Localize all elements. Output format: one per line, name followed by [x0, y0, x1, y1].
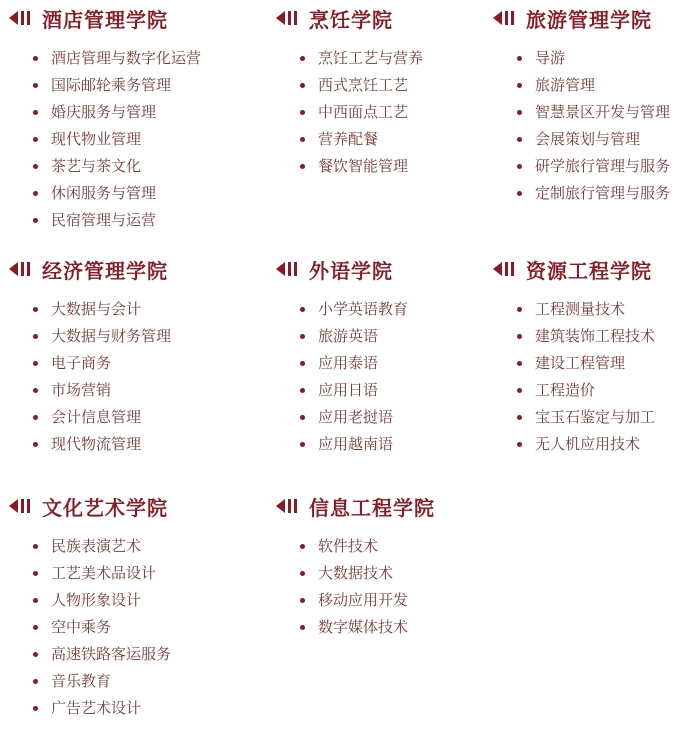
- college-header: [8, 3, 228, 33]
- bullet-dot-icon: [517, 191, 522, 196]
- major-label: 酒店管理与数字化运营: [51, 49, 202, 67]
- bullet-dot-icon: [300, 56, 305, 61]
- major-item: [492, 296, 685, 323]
- bullet-dot-icon: [517, 137, 522, 142]
- major-item: [8, 668, 228, 695]
- bullet-dot-icon: [517, 334, 522, 339]
- major-item: [275, 45, 495, 72]
- college-header: [8, 254, 228, 284]
- college-block-culture-arts: [8, 491, 228, 722]
- major-label: 会计信息管理: [51, 408, 142, 426]
- bullet-dot-icon: [33, 415, 38, 420]
- college-block-culinary: [275, 3, 495, 180]
- major-label: 导游: [535, 49, 566, 67]
- major-item: [8, 99, 228, 126]
- bullet-dot-icon: [517, 83, 522, 88]
- major-label: 应用老挝语: [318, 408, 394, 426]
- major-label: 国际邮轮乘务管理: [51, 76, 172, 94]
- major-item: [275, 323, 495, 350]
- major-item: [8, 72, 228, 99]
- bullet-dot-icon: [517, 442, 522, 447]
- major-label: 人物形象设计: [51, 591, 142, 609]
- bullet-dot-icon: [33, 544, 38, 549]
- bullet-dot-icon: [300, 571, 305, 576]
- major-item: [492, 45, 685, 72]
- major-label: 营养配餐: [318, 130, 379, 148]
- bullet-dot-icon: [300, 334, 305, 339]
- double-left-arrow-icon: [8, 497, 32, 515]
- major-list: [492, 45, 685, 207]
- bullet-dot-icon: [33, 56, 38, 61]
- college-block-foreign-languages: [275, 254, 495, 458]
- major-label: 智慧景区开发与管理: [535, 103, 671, 121]
- bullet-dot-icon: [517, 361, 522, 366]
- bullet-dot-icon: [300, 415, 305, 420]
- major-label: 广告艺术设计: [51, 699, 142, 717]
- major-item: [8, 404, 228, 431]
- double-left-arrow-icon: [492, 9, 516, 27]
- major-label: 烹饪工艺与营养: [318, 49, 424, 67]
- major-label: 休闲服务与管理: [51, 184, 157, 202]
- major-label: 小学英语教育: [318, 300, 409, 318]
- bullet-dot-icon: [300, 110, 305, 115]
- major-label: 建筑装饰工程技术: [535, 327, 656, 345]
- bullet-dot-icon: [300, 625, 305, 630]
- major-item: [8, 641, 228, 668]
- college-title: 经济管理学院: [42, 258, 168, 283]
- major-label: 会展策划与管理: [535, 130, 641, 148]
- bullet-dot-icon: [33, 388, 38, 393]
- college-title: 资源工程学院: [526, 258, 652, 283]
- major-label: 宝玉石鉴定与加工: [535, 408, 656, 426]
- college-title: 烹饪学院: [309, 7, 393, 32]
- major-item: [275, 404, 495, 431]
- major-item: [492, 323, 685, 350]
- bullet-dot-icon: [300, 307, 305, 312]
- major-item: [492, 72, 685, 99]
- major-item: [492, 377, 685, 404]
- college-block-information-engineering: [275, 491, 495, 641]
- bullet-dot-icon: [300, 442, 305, 447]
- major-item: [275, 560, 495, 587]
- major-list: [492, 296, 685, 458]
- bullet-dot-icon: [517, 388, 522, 393]
- bullet-dot-icon: [300, 388, 305, 393]
- bullet-dot-icon: [33, 83, 38, 88]
- major-list: [8, 296, 228, 458]
- major-item: [275, 296, 495, 323]
- major-label: 应用越南语: [318, 435, 394, 453]
- major-item: [8, 560, 228, 587]
- major-label: 大数据技术: [318, 564, 394, 582]
- bullet-dot-icon: [300, 361, 305, 366]
- major-item: [8, 45, 228, 72]
- major-item: [8, 350, 228, 377]
- bullet-dot-icon: [33, 361, 38, 366]
- major-item: [275, 72, 495, 99]
- major-label: 空中乘务: [51, 618, 112, 636]
- double-left-arrow-icon: [275, 497, 299, 515]
- major-label: 大数据与会计: [51, 300, 142, 318]
- major-item: [8, 323, 228, 350]
- major-label: 定制旅行管理与服务: [535, 184, 671, 202]
- major-item: [275, 377, 495, 404]
- major-label: 应用日语: [318, 381, 379, 399]
- major-item: [8, 695, 228, 722]
- college-block-economics-management: [8, 254, 228, 458]
- major-item: [8, 533, 228, 560]
- major-label: 民族表演艺术: [51, 537, 142, 555]
- major-item: [8, 207, 228, 234]
- college-header: [492, 3, 685, 33]
- major-item: [275, 614, 495, 641]
- college-header: [275, 254, 495, 284]
- bullet-dot-icon: [33, 110, 38, 115]
- major-item: [275, 431, 495, 458]
- bullet-dot-icon: [33, 571, 38, 576]
- major-label: 音乐教育: [51, 672, 112, 690]
- bullet-dot-icon: [33, 191, 38, 196]
- major-item: [8, 431, 228, 458]
- major-item: [275, 99, 495, 126]
- major-item: [8, 126, 228, 153]
- college-header: [8, 491, 228, 521]
- major-label: 旅游英语: [318, 327, 379, 345]
- bullet-dot-icon: [300, 137, 305, 142]
- bullet-dot-icon: [300, 544, 305, 549]
- major-list: [8, 45, 228, 234]
- major-label: 现代物流管理: [51, 435, 142, 453]
- bullet-dot-icon: [33, 706, 38, 711]
- bullet-dot-icon: [300, 598, 305, 603]
- major-label: 现代物业管理: [51, 130, 142, 148]
- bullet-dot-icon: [33, 679, 38, 684]
- major-label: 工艺美术品设计: [51, 564, 157, 582]
- major-item: [8, 614, 228, 641]
- major-label: 工程造价: [535, 381, 596, 399]
- major-item: [8, 153, 228, 180]
- college-title: 旅游管理学院: [526, 7, 652, 32]
- college-header: [275, 491, 495, 521]
- college-title: 信息工程学院: [309, 495, 435, 520]
- bullet-dot-icon: [33, 625, 38, 630]
- bullet-dot-icon: [33, 218, 38, 223]
- major-item: [275, 533, 495, 560]
- college-title: 文化艺术学院: [42, 495, 168, 520]
- double-left-arrow-icon: [492, 260, 516, 278]
- bullet-dot-icon: [33, 598, 38, 603]
- major-item: [492, 350, 685, 377]
- major-label: 西式烹饪工艺: [318, 76, 409, 94]
- bullet-dot-icon: [300, 83, 305, 88]
- college-block-hotel-management: [8, 3, 228, 234]
- major-label: 无人机应用技术: [535, 435, 641, 453]
- bullet-dot-icon: [33, 652, 38, 657]
- major-label: 研学旅行管理与服务: [535, 157, 671, 175]
- major-label: 旅游管理: [535, 76, 596, 94]
- bullet-dot-icon: [33, 137, 38, 142]
- major-item: [8, 296, 228, 323]
- major-label: 高速铁路客运服务: [51, 645, 172, 663]
- major-item: [492, 404, 685, 431]
- major-label: 工程测量技术: [535, 300, 626, 318]
- major-item: [492, 431, 685, 458]
- major-label: 市场营销: [51, 381, 112, 399]
- college-title: 外语学院: [309, 258, 393, 283]
- major-list: [275, 533, 495, 641]
- double-left-arrow-icon: [275, 9, 299, 27]
- college-header: [492, 254, 685, 284]
- major-label: 中西面点工艺: [318, 103, 409, 121]
- bullet-dot-icon: [33, 442, 38, 447]
- bullet-dot-icon: [517, 307, 522, 312]
- major-label: 民宿管理与运营: [51, 211, 157, 229]
- college-block-tourism-management: [492, 3, 685, 207]
- major-label: 建设工程管理: [535, 354, 626, 372]
- bullet-dot-icon: [517, 110, 522, 115]
- college-block-resource-engineering: [492, 254, 685, 458]
- bullet-dot-icon: [33, 307, 38, 312]
- major-item: [8, 180, 228, 207]
- major-list: [275, 296, 495, 458]
- bullet-dot-icon: [517, 415, 522, 420]
- college-title: 酒店管理学院: [42, 7, 168, 32]
- major-label: 大数据与财务管理: [51, 327, 172, 345]
- major-list: [8, 533, 228, 722]
- major-item: [492, 126, 685, 153]
- major-label: 数字媒体技术: [318, 618, 409, 636]
- major-item: [275, 126, 495, 153]
- bullet-dot-icon: [33, 164, 38, 169]
- double-left-arrow-icon: [275, 260, 299, 278]
- major-label: 移动应用开发: [318, 591, 409, 609]
- major-item: [492, 99, 685, 126]
- double-left-arrow-icon: [8, 260, 32, 278]
- major-item: [492, 180, 685, 207]
- bullet-dot-icon: [33, 334, 38, 339]
- bullet-dot-icon: [517, 56, 522, 61]
- major-item: [275, 587, 495, 614]
- major-label: 电子商务: [51, 354, 112, 372]
- major-label: 应用泰语: [318, 354, 379, 372]
- major-label: 茶艺与茶文化: [51, 157, 142, 175]
- major-label: 餐饮智能管理: [318, 157, 409, 175]
- major-item: [492, 153, 685, 180]
- bullet-dot-icon: [517, 164, 522, 169]
- bullet-dot-icon: [300, 164, 305, 169]
- major-item: [8, 377, 228, 404]
- major-list: [275, 45, 495, 180]
- major-label: 软件技术: [318, 537, 379, 555]
- major-label: 婚庆服务与管理: [51, 103, 157, 121]
- double-left-arrow-icon: [8, 9, 32, 27]
- college-header: [275, 3, 495, 33]
- major-item: [275, 153, 495, 180]
- major-item: [8, 587, 228, 614]
- major-item: [275, 350, 495, 377]
